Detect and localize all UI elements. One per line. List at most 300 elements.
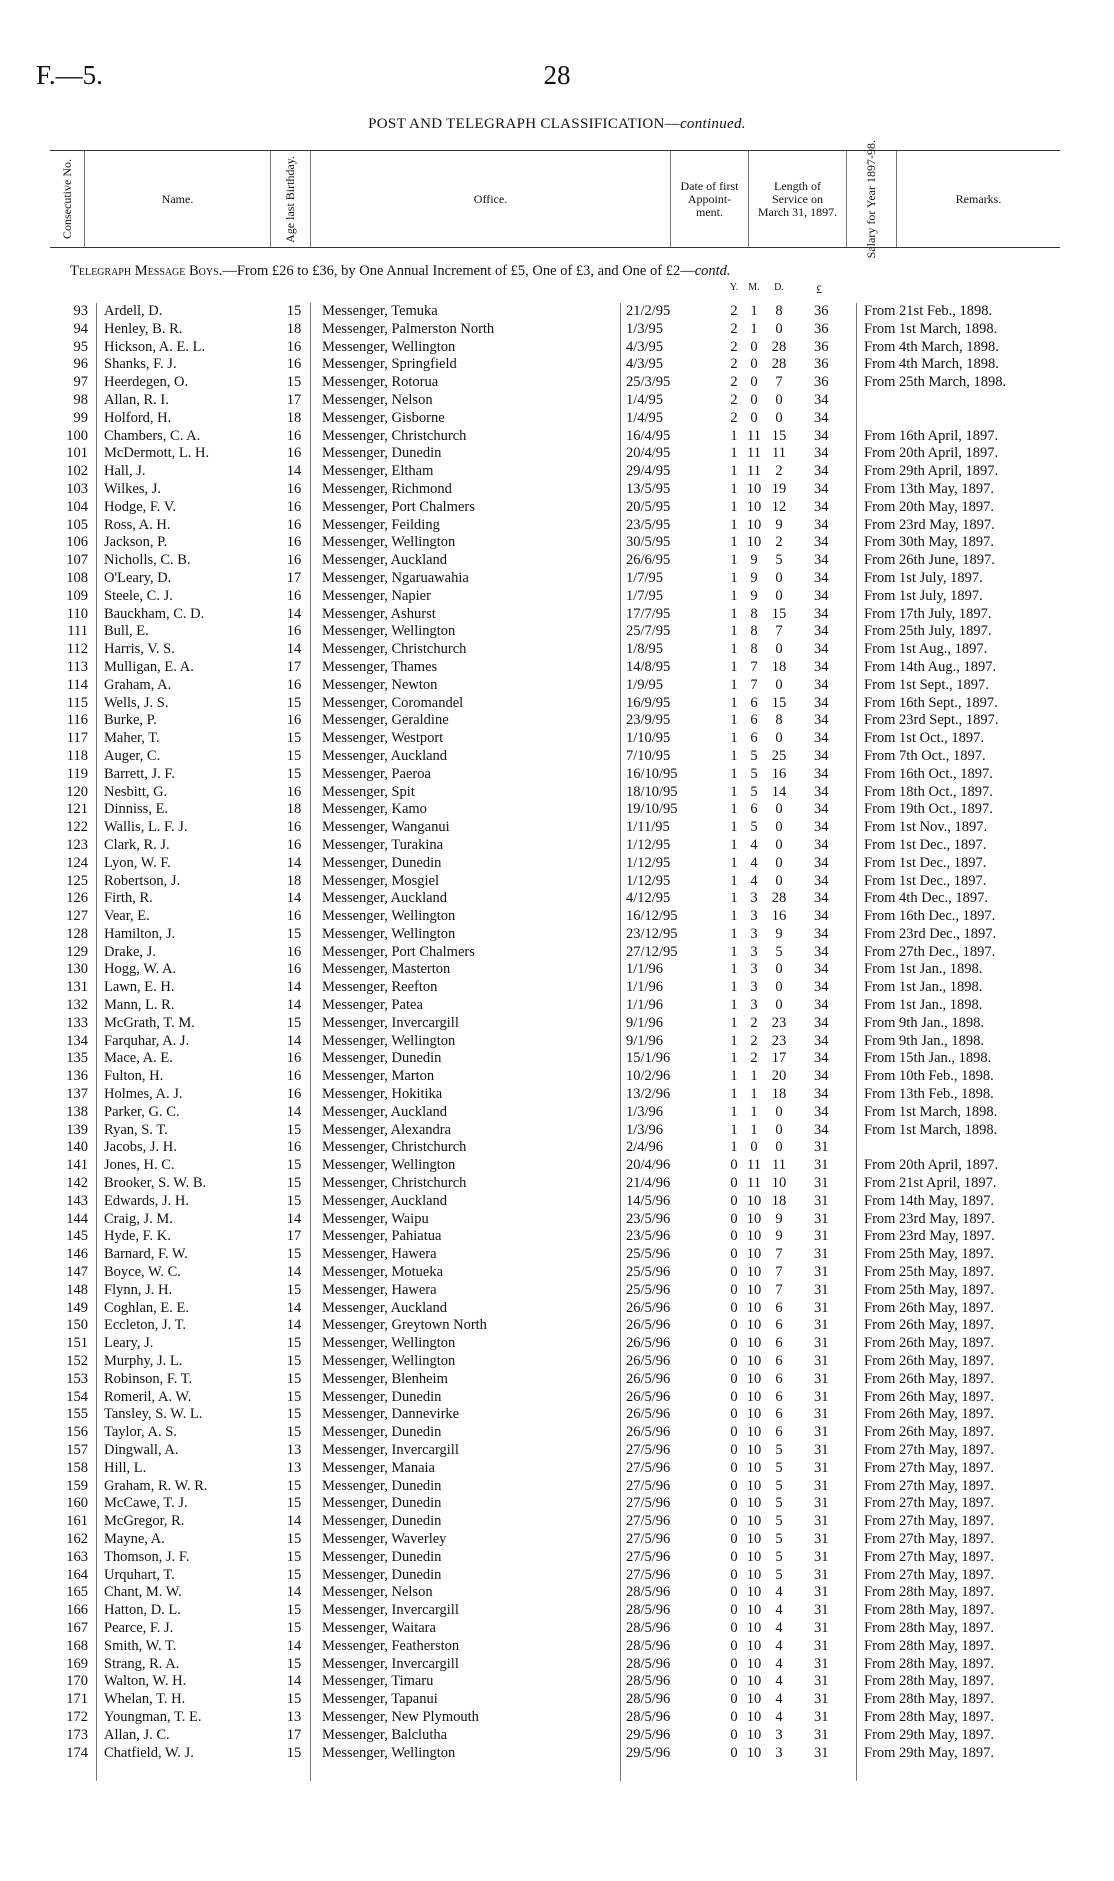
row-date: 20/4/96 xyxy=(626,1157,671,1174)
row-date: 23/9/95 xyxy=(626,712,671,729)
row-office: Messenger, Reefton xyxy=(322,979,438,996)
row-salary: 31 xyxy=(814,1513,829,1530)
row-number: 113 xyxy=(66,658,88,675)
row-date: 14/5/96 xyxy=(626,1192,671,1209)
row-office: Messenger, Spit xyxy=(322,783,415,800)
row-salary: 31 xyxy=(814,1317,829,1334)
row-remarks: From 21st Feb., 1898. xyxy=(864,303,993,319)
table-row xyxy=(0,1638,1114,1656)
row-age: 14 xyxy=(286,979,302,996)
row-salary: 34 xyxy=(814,623,829,640)
row-office: Messenger, Auckland xyxy=(322,1299,448,1316)
row-office: Messenger, Christchurch xyxy=(322,427,467,444)
row-age: 15 xyxy=(286,1281,302,1298)
row-years: 0 xyxy=(730,1353,738,1370)
row-salary: 34 xyxy=(814,1121,829,1138)
row-salary: 34 xyxy=(814,480,829,497)
row-years: 1 xyxy=(730,890,738,907)
row-years: 0 xyxy=(730,1424,738,1441)
row-number: 98 xyxy=(73,391,88,408)
table-row xyxy=(0,1460,1114,1478)
row-remarks: From 4th March, 1898. xyxy=(864,356,999,373)
row-office: Messenger, Auckland xyxy=(322,747,448,764)
table-row xyxy=(0,1602,1114,1620)
table-row xyxy=(0,730,1114,748)
row-days: 4 xyxy=(775,1655,783,1672)
row-years: 1 xyxy=(730,943,738,960)
row-number: 128 xyxy=(66,925,88,942)
row-office: Messenger, Nelson xyxy=(322,391,433,408)
row-number: 122 xyxy=(66,819,88,836)
table-row xyxy=(0,321,1114,339)
row-days: 2 xyxy=(775,463,783,480)
row-months: 10 xyxy=(746,1353,762,1370)
row-years: 1 xyxy=(730,997,738,1014)
row-age: 14 xyxy=(286,1513,302,1530)
row-name: Drake, J. xyxy=(104,943,156,960)
table-row xyxy=(0,463,1114,481)
row-remarks: From 4th March, 1898. xyxy=(864,338,999,355)
row-days: 0 xyxy=(775,569,783,586)
page-title xyxy=(0,116,1114,133)
table-row xyxy=(0,997,1114,1015)
row-name: Brooker, S. W. B. xyxy=(104,1175,207,1192)
row-date: 4/3/95 xyxy=(626,356,664,373)
table-row xyxy=(0,944,1114,962)
row-years: 2 xyxy=(730,320,738,337)
row-days: 5 xyxy=(775,1459,783,1476)
row-years: 0 xyxy=(730,1406,738,1423)
row-months: 10 xyxy=(746,1317,762,1334)
row-office: Messenger, New Plymouth xyxy=(322,1708,479,1725)
row-remarks: From 1st Jan., 1898. xyxy=(864,997,983,1014)
row-days: 4 xyxy=(775,1691,783,1708)
row-number: 112 xyxy=(66,641,88,658)
row-remarks: From 1st Aug., 1897. xyxy=(864,641,988,658)
row-name: Eccleton, J. T. xyxy=(104,1317,187,1334)
row-days: 6 xyxy=(775,1424,783,1441)
row-salary: 34 xyxy=(814,1103,829,1120)
row-number: 120 xyxy=(66,783,88,800)
table-row xyxy=(0,641,1114,659)
row-name: McCawe, T. J. xyxy=(104,1495,188,1512)
row-date: 23/5/95 xyxy=(626,516,671,533)
row-years: 0 xyxy=(730,1655,738,1672)
row-age: 15 xyxy=(286,1655,302,1672)
row-date: 1/12/95 xyxy=(626,836,671,853)
row-age: 16 xyxy=(286,445,302,462)
table-row xyxy=(0,1691,1114,1709)
row-name: Hamilton, J. xyxy=(104,925,176,942)
row-months: 11 xyxy=(747,1157,761,1174)
table-row xyxy=(0,1567,1114,1585)
row-date: 25/5/96 xyxy=(626,1281,671,1298)
row-years: 1 xyxy=(730,445,738,462)
row-days: 25 xyxy=(771,747,787,764)
row-name: Chambers, C. A. xyxy=(104,427,201,444)
row-days: 0 xyxy=(775,587,783,604)
row-age: 15 xyxy=(286,1370,302,1387)
row-remarks: From 4th Dec., 1897. xyxy=(864,890,989,907)
row-age: 14 xyxy=(286,605,302,622)
row-salary: 34 xyxy=(814,765,829,782)
row-date: 26/5/96 xyxy=(626,1406,671,1423)
row-salary: 31 xyxy=(814,1370,829,1387)
row-number: 143 xyxy=(66,1192,88,1209)
row-office: Messenger, Dunedin xyxy=(322,1388,442,1405)
row-age: 15 xyxy=(286,1406,302,1423)
row-years: 0 xyxy=(730,1370,738,1387)
row-days: 15 xyxy=(771,605,787,622)
row-days: 6 xyxy=(775,1353,783,1370)
row-days: 6 xyxy=(775,1370,783,1387)
row-salary: 31 xyxy=(814,1548,829,1565)
row-date: 28/5/96 xyxy=(626,1673,671,1690)
row-number: 126 xyxy=(66,890,88,907)
row-number: 159 xyxy=(66,1477,88,1494)
row-years: 0 xyxy=(730,1175,738,1192)
row-remarks: From 27th May, 1897. xyxy=(864,1566,994,1583)
row-days: 0 xyxy=(775,641,783,658)
row-name: Jacobs, J. H. xyxy=(104,1139,177,1156)
row-months: 2 xyxy=(750,1050,758,1067)
row-remarks: From 16th April, 1897. xyxy=(864,427,999,444)
row-years: 0 xyxy=(730,1192,738,1209)
row-days: 28 xyxy=(771,890,787,907)
row-date: 25/7/95 xyxy=(626,623,671,640)
row-date: 19/10/95 xyxy=(626,801,678,818)
row-age: 15 xyxy=(286,730,302,747)
row-number: 150 xyxy=(66,1317,88,1334)
row-years: 1 xyxy=(730,712,738,729)
row-age: 16 xyxy=(286,961,302,978)
row-days: 7 xyxy=(775,374,783,391)
row-age: 14 xyxy=(286,463,302,480)
row-months: 2 xyxy=(750,1014,758,1031)
row-office: Messenger, Invercargill xyxy=(322,1014,459,1031)
row-office: Messenger, Wellington xyxy=(322,908,456,925)
row-months: 3 xyxy=(750,908,758,925)
row-office: Messenger, Patea xyxy=(322,997,423,1014)
row-days: 5 xyxy=(775,1530,783,1547)
row-salary: 34 xyxy=(814,1086,829,1103)
row-date: 1/7/95 xyxy=(626,587,664,604)
row-name: Steele, C. J. xyxy=(104,587,173,604)
row-salary: 31 xyxy=(814,1637,829,1654)
row-remarks: From 29th May, 1897. xyxy=(864,1726,994,1743)
row-name: Maher, T. xyxy=(104,730,160,747)
row-number: 101 xyxy=(66,445,88,462)
row-date: 28/5/96 xyxy=(626,1691,671,1708)
row-years: 1 xyxy=(730,623,738,640)
row-salary: 31 xyxy=(814,1619,829,1636)
row-number: 168 xyxy=(66,1637,88,1654)
row-salary: 31 xyxy=(814,1459,829,1476)
row-days: 7 xyxy=(775,623,783,640)
row-months: 10 xyxy=(746,1495,762,1512)
row-years: 0 xyxy=(730,1530,738,1547)
row-office: Messenger, Wellington xyxy=(322,623,456,640)
row-months: 4 xyxy=(750,872,758,889)
header-salary: Salary for Year 1897-98. xyxy=(846,151,896,247)
row-number: 169 xyxy=(66,1655,88,1672)
row-months: 1 xyxy=(750,320,758,337)
row-salary: 31 xyxy=(814,1406,829,1423)
row-salary: 34 xyxy=(814,534,829,551)
row-salary: 36 xyxy=(814,356,829,373)
row-salary: 31 xyxy=(814,1442,829,1458)
row-months: 0 xyxy=(750,338,758,355)
row-remarks: From 29th May, 1897. xyxy=(864,1744,994,1761)
row-date: 25/5/96 xyxy=(626,1246,671,1263)
row-years: 1 xyxy=(730,747,738,764)
row-remarks: From 16th Dec., 1897. xyxy=(864,908,996,925)
row-days: 14 xyxy=(771,783,787,800)
row-date: 1/9/95 xyxy=(626,676,664,693)
row-months: 10 xyxy=(746,1726,762,1743)
row-age: 15 xyxy=(286,747,302,764)
row-date: 28/5/96 xyxy=(626,1584,671,1601)
row-age: 15 xyxy=(286,1175,302,1192)
row-name: Mayne, A. xyxy=(104,1530,165,1547)
row-months: 10 xyxy=(746,534,762,551)
row-years: 1 xyxy=(730,908,738,925)
row-name: Flynn, J. H. xyxy=(104,1281,173,1298)
row-number: 146 xyxy=(66,1246,88,1263)
row-age: 15 xyxy=(286,1388,302,1405)
table-row xyxy=(0,1745,1114,1763)
row-age: 14 xyxy=(286,1103,302,1120)
row-months: 3 xyxy=(750,925,758,942)
row-number: 97 xyxy=(73,374,88,391)
row-salary: 31 xyxy=(814,1424,829,1441)
row-remarks: From 19th Oct., 1897. xyxy=(864,801,993,818)
row-months: 10 xyxy=(746,1744,762,1761)
row-number: 141 xyxy=(66,1157,88,1174)
row-years: 2 xyxy=(730,303,738,319)
row-salary: 31 xyxy=(814,1566,829,1583)
row-number: 127 xyxy=(66,908,88,925)
row-number: 124 xyxy=(66,854,88,871)
row-date: 23/5/96 xyxy=(626,1228,671,1245)
row-years: 1 xyxy=(730,961,738,978)
row-salary: 34 xyxy=(814,1032,829,1049)
row-number: 165 xyxy=(66,1584,88,1601)
row-remarks: From 23rd May, 1897. xyxy=(864,1210,995,1227)
row-years: 1 xyxy=(730,1139,738,1156)
row-number: 133 xyxy=(66,1014,88,1031)
row-age: 18 xyxy=(286,801,302,818)
row-office: Messenger, Port Chalmers xyxy=(322,943,475,960)
row-age: 16 xyxy=(286,1068,302,1085)
row-years: 0 xyxy=(730,1388,738,1405)
row-office: Messenger, Westport xyxy=(322,730,444,747)
row-months: 3 xyxy=(750,979,758,996)
row-days: 20 xyxy=(771,1068,787,1085)
row-remarks: From 25th May, 1897. xyxy=(864,1264,994,1281)
row-name: Boyce, W. C. xyxy=(104,1264,181,1281)
row-days: 16 xyxy=(771,908,787,925)
row-salary: 34 xyxy=(814,997,829,1014)
row-days: 0 xyxy=(775,836,783,853)
row-number: 110 xyxy=(66,605,88,622)
row-remarks: From 27th Dec., 1897. xyxy=(864,943,996,960)
row-office: Messenger, Auckland xyxy=(322,1103,448,1120)
row-months: 11 xyxy=(747,463,761,480)
row-months: 10 xyxy=(746,1477,762,1494)
row-remarks: From 25th July, 1897. xyxy=(864,623,992,640)
table-row xyxy=(0,1389,1114,1407)
row-office: Messenger, Rotorua xyxy=(322,374,439,391)
row-date: 16/12/95 xyxy=(626,908,678,925)
row-salary: 31 xyxy=(814,1157,829,1174)
row-salary: 34 xyxy=(814,552,829,569)
row-name: Barnard, F. W. xyxy=(104,1246,188,1263)
row-age: 14 xyxy=(286,1317,302,1334)
row-office: Messenger, Christchurch xyxy=(322,1139,467,1156)
row-years: 0 xyxy=(730,1281,738,1298)
row-days: 7 xyxy=(775,1281,783,1298)
table-row xyxy=(0,890,1114,908)
row-age: 15 xyxy=(286,1121,302,1138)
row-date: 29/4/95 xyxy=(626,463,671,480)
row-remarks: From 1st July, 1897. xyxy=(864,569,983,586)
row-name: Walton, W. H. xyxy=(104,1673,187,1690)
title-continued: continued. xyxy=(679,116,746,132)
row-salary: 34 xyxy=(814,908,829,925)
row-age: 16 xyxy=(286,534,302,551)
row-years: 0 xyxy=(730,1442,738,1458)
row-date: 15/1/96 xyxy=(626,1050,671,1067)
row-salary: 34 xyxy=(814,801,829,818)
row-date: 16/9/95 xyxy=(626,694,671,711)
row-office: Messenger, Auckland xyxy=(322,552,448,569)
row-date: 27/5/96 xyxy=(626,1530,671,1547)
table-row xyxy=(0,1549,1114,1567)
row-months: 10 xyxy=(746,1691,762,1708)
row-salary: 31 xyxy=(814,1744,829,1761)
row-remarks: From 16th Oct., 1897. xyxy=(864,765,993,782)
row-office: Messenger, Invercargill xyxy=(322,1655,459,1672)
row-age: 15 xyxy=(286,1335,302,1352)
table-row xyxy=(0,1068,1114,1086)
row-years: 1 xyxy=(730,979,738,996)
row-days: 16 xyxy=(771,765,787,782)
row-months: 4 xyxy=(750,854,758,871)
row-months: 10 xyxy=(746,1335,762,1352)
row-name: Holmes, A. J. xyxy=(104,1086,183,1103)
row-date: 1/8/95 xyxy=(626,641,664,658)
row-age: 15 xyxy=(286,1548,302,1565)
row-age: 14 xyxy=(286,890,302,907)
row-salary: 31 xyxy=(814,1299,829,1316)
row-number: 161 xyxy=(66,1513,88,1530)
row-office: Messenger, Waverley xyxy=(322,1530,447,1547)
row-days: 4 xyxy=(775,1708,783,1725)
row-months: 10 xyxy=(746,1424,762,1441)
row-name: Ryan, S. T. xyxy=(104,1121,168,1138)
row-date: 4/3/95 xyxy=(626,338,664,355)
row-number: 116 xyxy=(66,712,88,729)
table-row xyxy=(0,801,1114,819)
row-date: 21/4/96 xyxy=(626,1175,671,1192)
row-salary: 31 xyxy=(814,1691,829,1708)
row-days: 4 xyxy=(775,1584,783,1601)
row-remarks: From 20th April, 1897. xyxy=(864,1157,999,1174)
table-row xyxy=(0,748,1114,766)
table-row xyxy=(0,1104,1114,1122)
row-days: 5 xyxy=(775,1566,783,1583)
row-name: Allan, R. I. xyxy=(104,391,169,408)
row-name: Hatton, D. L. xyxy=(104,1602,181,1619)
row-number: 107 xyxy=(66,552,88,569)
row-salary: 31 xyxy=(814,1246,829,1263)
row-salary: 31 xyxy=(814,1192,829,1209)
row-name: Nesbitt, G. xyxy=(104,783,168,800)
row-days: 5 xyxy=(775,1495,783,1512)
row-age: 16 xyxy=(286,516,302,533)
table-row xyxy=(0,926,1114,944)
row-name: Coghlan, E. E. xyxy=(104,1299,189,1316)
table-row xyxy=(0,1353,1114,1371)
row-office: Messenger, Hawera xyxy=(322,1246,437,1263)
row-days: 6 xyxy=(775,1388,783,1405)
row-months: 10 xyxy=(746,1442,762,1458)
row-salary: 34 xyxy=(814,463,829,480)
row-remarks: From 1st Dec., 1897. xyxy=(864,854,987,871)
row-days: 0 xyxy=(775,819,783,836)
row-months: 1 xyxy=(750,1103,758,1120)
row-number: 132 xyxy=(66,997,88,1014)
row-number: 94 xyxy=(73,320,88,337)
row-salary: 34 xyxy=(814,747,829,764)
row-days: 0 xyxy=(775,676,783,693)
row-date: 25/5/96 xyxy=(626,1264,671,1281)
row-office: Messenger, Wellington xyxy=(322,1032,456,1049)
row-office: Messenger, Feilding xyxy=(322,516,440,533)
header-date: Date of first Appoint-ment. xyxy=(670,151,748,247)
row-office: Messenger, Tapanui xyxy=(322,1691,438,1708)
row-age: 15 xyxy=(286,1530,302,1547)
row-office: Messenger, Manaia xyxy=(322,1459,435,1476)
row-years: 1 xyxy=(730,427,738,444)
row-age: 13 xyxy=(286,1442,302,1458)
row-office: Messenger, Hawera xyxy=(322,1281,437,1298)
row-date: 27/5/96 xyxy=(626,1513,671,1530)
row-date: 23/5/96 xyxy=(626,1210,671,1227)
row-name: Wilkes, J. xyxy=(104,480,162,497)
row-months: 10 xyxy=(746,1406,762,1423)
table-row xyxy=(0,1620,1114,1638)
row-salary: 31 xyxy=(814,1210,829,1227)
row-remarks: From 27th May, 1897. xyxy=(864,1548,994,1565)
row-office: Messenger, Nelson xyxy=(322,1584,433,1601)
row-years: 0 xyxy=(730,1548,738,1565)
row-days: 23 xyxy=(771,1014,787,1031)
row-days: 7 xyxy=(775,1264,783,1281)
row-months: 10 xyxy=(746,1584,762,1601)
row-salary: 34 xyxy=(814,427,829,444)
row-name: Bauckham, C. D. xyxy=(104,605,205,622)
row-number: 134 xyxy=(66,1032,88,1049)
row-days: 17 xyxy=(771,1050,787,1067)
row-date: 14/8/95 xyxy=(626,658,671,675)
row-salary: 36 xyxy=(814,303,829,319)
row-salary: 34 xyxy=(814,961,829,978)
row-years: 1 xyxy=(730,836,738,853)
row-name: McGregor, R. xyxy=(104,1513,185,1530)
row-office: Messenger, Wellington xyxy=(322,1353,456,1370)
